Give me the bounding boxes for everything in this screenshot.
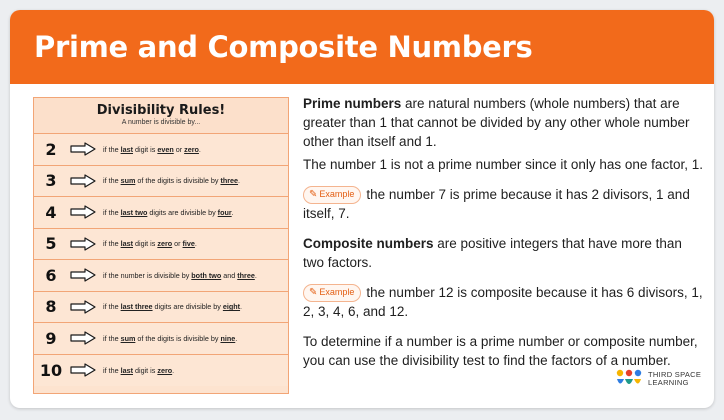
composite-definition — [303, 234, 705, 272]
rule-text-part: digits are divisible by — [147, 207, 218, 217]
rule-text-part: digit is — [132, 144, 158, 154]
content-text — [303, 94, 705, 370]
example-composite — [303, 283, 705, 321]
rule-text-part: digits are divisible by — [152, 302, 223, 312]
arrow-right-icon — [70, 174, 96, 188]
rule-number: 6 — [45, 265, 57, 285]
rules-title: Divisibility Rules! — [96, 103, 226, 118]
rule-keyword: last — [120, 144, 133, 154]
header-banner — [10, 10, 714, 84]
logo-icon — [614, 368, 644, 390]
rule-keyword: three — [220, 176, 239, 186]
rule-text-part: of the digits is divisible by — [135, 333, 221, 343]
arrow-right-icon — [70, 268, 96, 282]
example-badge — [303, 284, 361, 302]
rule-row — [34, 355, 288, 387]
rule-row — [34, 134, 288, 166]
example-composite-text: the number 12 is composite because it has 6 divisors, 1, 2, 3, 4, 6, and 12. — [303, 285, 703, 319]
rule-keyword: zero — [157, 365, 173, 375]
rule-keyword: nine — [220, 333, 236, 343]
rule-text-part: and — [221, 270, 238, 280]
rules-header — [34, 98, 288, 134]
rule-text-part: if the — [103, 239, 121, 249]
example-prime — [303, 185, 705, 223]
rule-text-part: if the — [103, 302, 121, 312]
composite-def-text: are positive integers that have more than two factors. — [303, 236, 682, 270]
pencil-icon: ✎ — [309, 287, 318, 298]
prime-definition — [303, 94, 705, 151]
arrow-right-icon — [70, 363, 96, 377]
rule-text — [103, 334, 237, 343]
logo-line1: THIRD SPACE — [648, 370, 702, 379]
rule-text — [103, 145, 201, 154]
rule-text-part: . — [235, 333, 238, 343]
rule-keyword: last — [120, 239, 133, 249]
rule-number: 8 — [45, 297, 57, 317]
rule-text-part: . — [198, 144, 201, 154]
rule-text-part: . — [240, 302, 243, 312]
prime-def-text: are natural numbers (whole numbers) that are greater than 1 that cannot be divided by any other whole number other than itself and 1. — [303, 96, 690, 149]
divisibility-rules-panel — [33, 97, 289, 394]
arrow-right-icon — [70, 300, 96, 314]
logo-text — [648, 371, 701, 387]
rule-text-part: . — [231, 207, 234, 217]
arrow-right-icon — [70, 142, 96, 156]
rule-keyword: last three — [120, 302, 153, 312]
rule-text-part: . — [238, 176, 241, 186]
arrow-right-icon — [70, 237, 96, 251]
rule-text — [103, 208, 234, 217]
rule-row — [34, 323, 288, 355]
rule-text-part: or — [172, 239, 183, 249]
rule-row — [34, 197, 288, 229]
rule-row — [34, 166, 288, 198]
rules-subtitle: A number is divisible by... — [121, 119, 201, 126]
rule-keyword: last — [120, 365, 133, 375]
pencil-icon: ✎ — [309, 189, 318, 200]
example-badge-label: Example — [319, 189, 355, 199]
rule-text — [103, 366, 174, 375]
rule-row — [34, 260, 288, 292]
rule-text — [103, 239, 197, 248]
closing-text: To determine if a number is a prime number or composite number, you can use the divisibility test to find the factors of a number. — [303, 334, 698, 368]
rule-text-part: if the — [103, 365, 121, 375]
composite-term: Composite numbers — [303, 236, 434, 251]
rule-text-part: if the — [103, 207, 121, 217]
rule-number: 4 — [45, 202, 57, 222]
rule-text-part: if the number is divisible by — [103, 270, 192, 280]
rule-keyword: last two — [120, 207, 148, 217]
rule-row — [34, 292, 288, 324]
rule-number: 9 — [45, 328, 57, 348]
rule-keyword: four — [217, 207, 232, 217]
arrow-right-icon — [70, 205, 96, 219]
rule-keyword: even — [157, 144, 174, 154]
rule-text — [103, 176, 240, 185]
rule-text-part: if the — [103, 176, 121, 186]
rule-keyword: both two — [191, 270, 222, 280]
lesson-card — [10, 10, 714, 408]
rule-text-part: of the digits is divisible by — [135, 176, 221, 186]
rule-keyword: sum — [120, 176, 136, 186]
rule-number: 2 — [45, 139, 57, 159]
not-prime-note: The number 1 is not a prime number since it only has one factor, 1. — [303, 157, 703, 172]
rule-text-part: . — [254, 270, 257, 280]
prime-term: Prime numbers — [303, 96, 402, 111]
page-title: Prime and Composite Numbers — [34, 30, 533, 64]
rule-keyword: zero — [157, 239, 173, 249]
rule-text-part: if the — [103, 144, 121, 154]
rule-text-part: if the — [103, 333, 121, 343]
rule-number: 3 — [45, 171, 57, 191]
rule-number: 10 — [39, 360, 63, 380]
example-badge-label: Example — [319, 287, 355, 297]
rule-row — [34, 229, 288, 261]
arrow-right-icon — [70, 331, 96, 345]
rule-text — [103, 302, 242, 311]
example-prime-text: the number 7 is prime because it has 2 divisors, 1 and itself, 7. — [303, 187, 690, 221]
rule-keyword: zero — [184, 144, 199, 154]
rule-keyword: eight — [222, 302, 241, 312]
rule-keyword: five — [182, 239, 195, 249]
third-space-learning-logo — [614, 368, 701, 390]
rule-text — [103, 271, 257, 280]
rule-keyword: three — [237, 270, 255, 280]
rule-text-part: digit is — [132, 365, 158, 375]
rule-text-part: . — [172, 365, 175, 375]
rule-text-part: or — [173, 144, 185, 154]
example-badge — [303, 186, 361, 204]
logo-line2: LEARNING — [648, 378, 689, 387]
rule-text-part: . — [194, 239, 197, 249]
rule-number: 5 — [45, 234, 57, 254]
rule-text-part: digit is — [132, 239, 158, 249]
rules-list — [34, 134, 288, 386]
rule-keyword: sum — [120, 333, 136, 343]
